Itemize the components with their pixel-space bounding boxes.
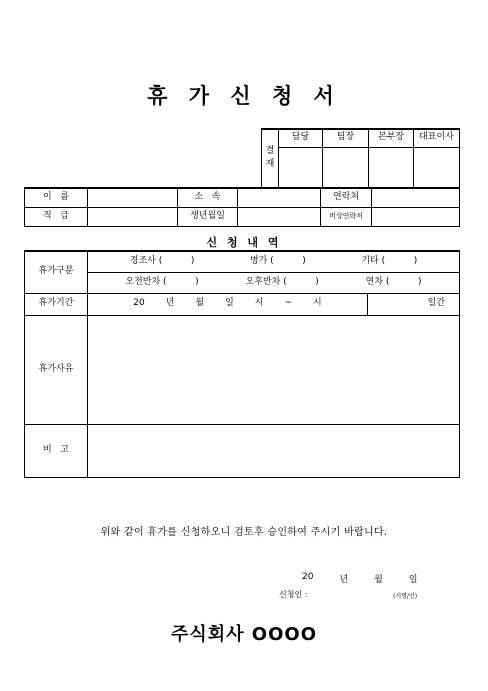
document-title: 휴 가 신 청 서 <box>147 84 341 108</box>
reason-label: 휴가사유 <box>25 315 88 424</box>
dept-label: 소 속 <box>178 188 238 207</box>
option-other[interactable]: 기타 ( ) <box>361 255 418 266</box>
approval-col-staff: 담당 <box>279 129 323 147</box>
name-field[interactable] <box>88 188 178 207</box>
period-end-hour-unit: 시 <box>313 298 322 309</box>
approval-sign-staff[interactable] <box>279 147 323 187</box>
section-title: 신 청 내 역 <box>206 236 282 249</box>
company-name: 주식회사 OOOO <box>170 624 318 645</box>
applicant-label: 신청인 : <box>279 590 308 599</box>
emergency-label: 비상연락처 <box>321 207 372 226</box>
position-field[interactable] <box>88 207 178 226</box>
period-year-unit: 년 <box>165 298 175 309</box>
footer-year-unit: 년 <box>339 575 349 585</box>
period-days-label: 일간 <box>427 298 446 309</box>
request-table <box>24 250 460 478</box>
approval-table <box>261 128 460 188</box>
period-hour-unit: 시 <box>254 298 264 309</box>
period-days-field[interactable] <box>368 293 460 315</box>
option-annual[interactable]: 연차 ( ) <box>365 276 422 287</box>
approval-col-team-lead: 팀장 <box>323 129 369 147</box>
reason-field[interactable] <box>88 315 460 424</box>
request-statement: 위와 같이 휴가를 신청하오니 검토후 승인하여 주시기 바랍니다. <box>100 527 388 538</box>
leave-type-row-2 <box>88 272 460 293</box>
option-afternoon-half[interactable]: 오후반차 ( ) <box>245 276 319 287</box>
period-year-prefix: 20 <box>133 298 145 309</box>
approval-sign-division-head[interactable] <box>369 147 414 187</box>
sign-label: (서명/인) <box>393 593 418 600</box>
emergency-field[interactable] <box>372 207 460 226</box>
approval-sign-ceo[interactable] <box>414 147 460 187</box>
approval-col-ceo: 대표이사 <box>414 129 460 147</box>
option-sick[interactable]: 병가 ( ) <box>249 255 306 266</box>
leave-type-label: 휴가구분 <box>25 251 88 293</box>
birth-label: 생년월일 <box>178 207 238 226</box>
period-day-unit: 일 <box>225 298 234 309</box>
period-tilde: ~ <box>284 298 293 309</box>
approval-col-division-head: 본부장 <box>369 129 414 147</box>
position-label: 직 급 <box>25 207 88 226</box>
approval-sign-team-lead[interactable] <box>323 147 369 187</box>
approval-side-label: 결 재 <box>262 129 279 187</box>
option-morning-half[interactable]: 오전반차 ( ) <box>125 276 199 287</box>
contact-field[interactable] <box>372 188 460 207</box>
footer-date <box>302 572 418 585</box>
period-date-parts <box>88 299 367 309</box>
dept-field[interactable] <box>238 188 321 207</box>
info-table <box>24 187 460 227</box>
leave-type-row-1 <box>88 251 460 272</box>
footer-year-prefix: 20 <box>302 572 314 582</box>
footer-month-unit: 월 <box>374 575 383 585</box>
option-condolence[interactable]: 경조사 ( ) <box>129 255 195 266</box>
period-field[interactable] <box>88 293 368 315</box>
birth-field[interactable] <box>238 207 321 226</box>
period-label: 휴가기간 <box>25 293 88 315</box>
contact-label: 연락처 <box>321 188 372 207</box>
note-field[interactable] <box>88 424 460 477</box>
name-label: 이 름 <box>25 188 88 207</box>
note-label: 비 고 <box>25 424 88 477</box>
period-month-unit: 월 <box>195 298 205 309</box>
footer-day-unit: 일 <box>408 575 418 585</box>
